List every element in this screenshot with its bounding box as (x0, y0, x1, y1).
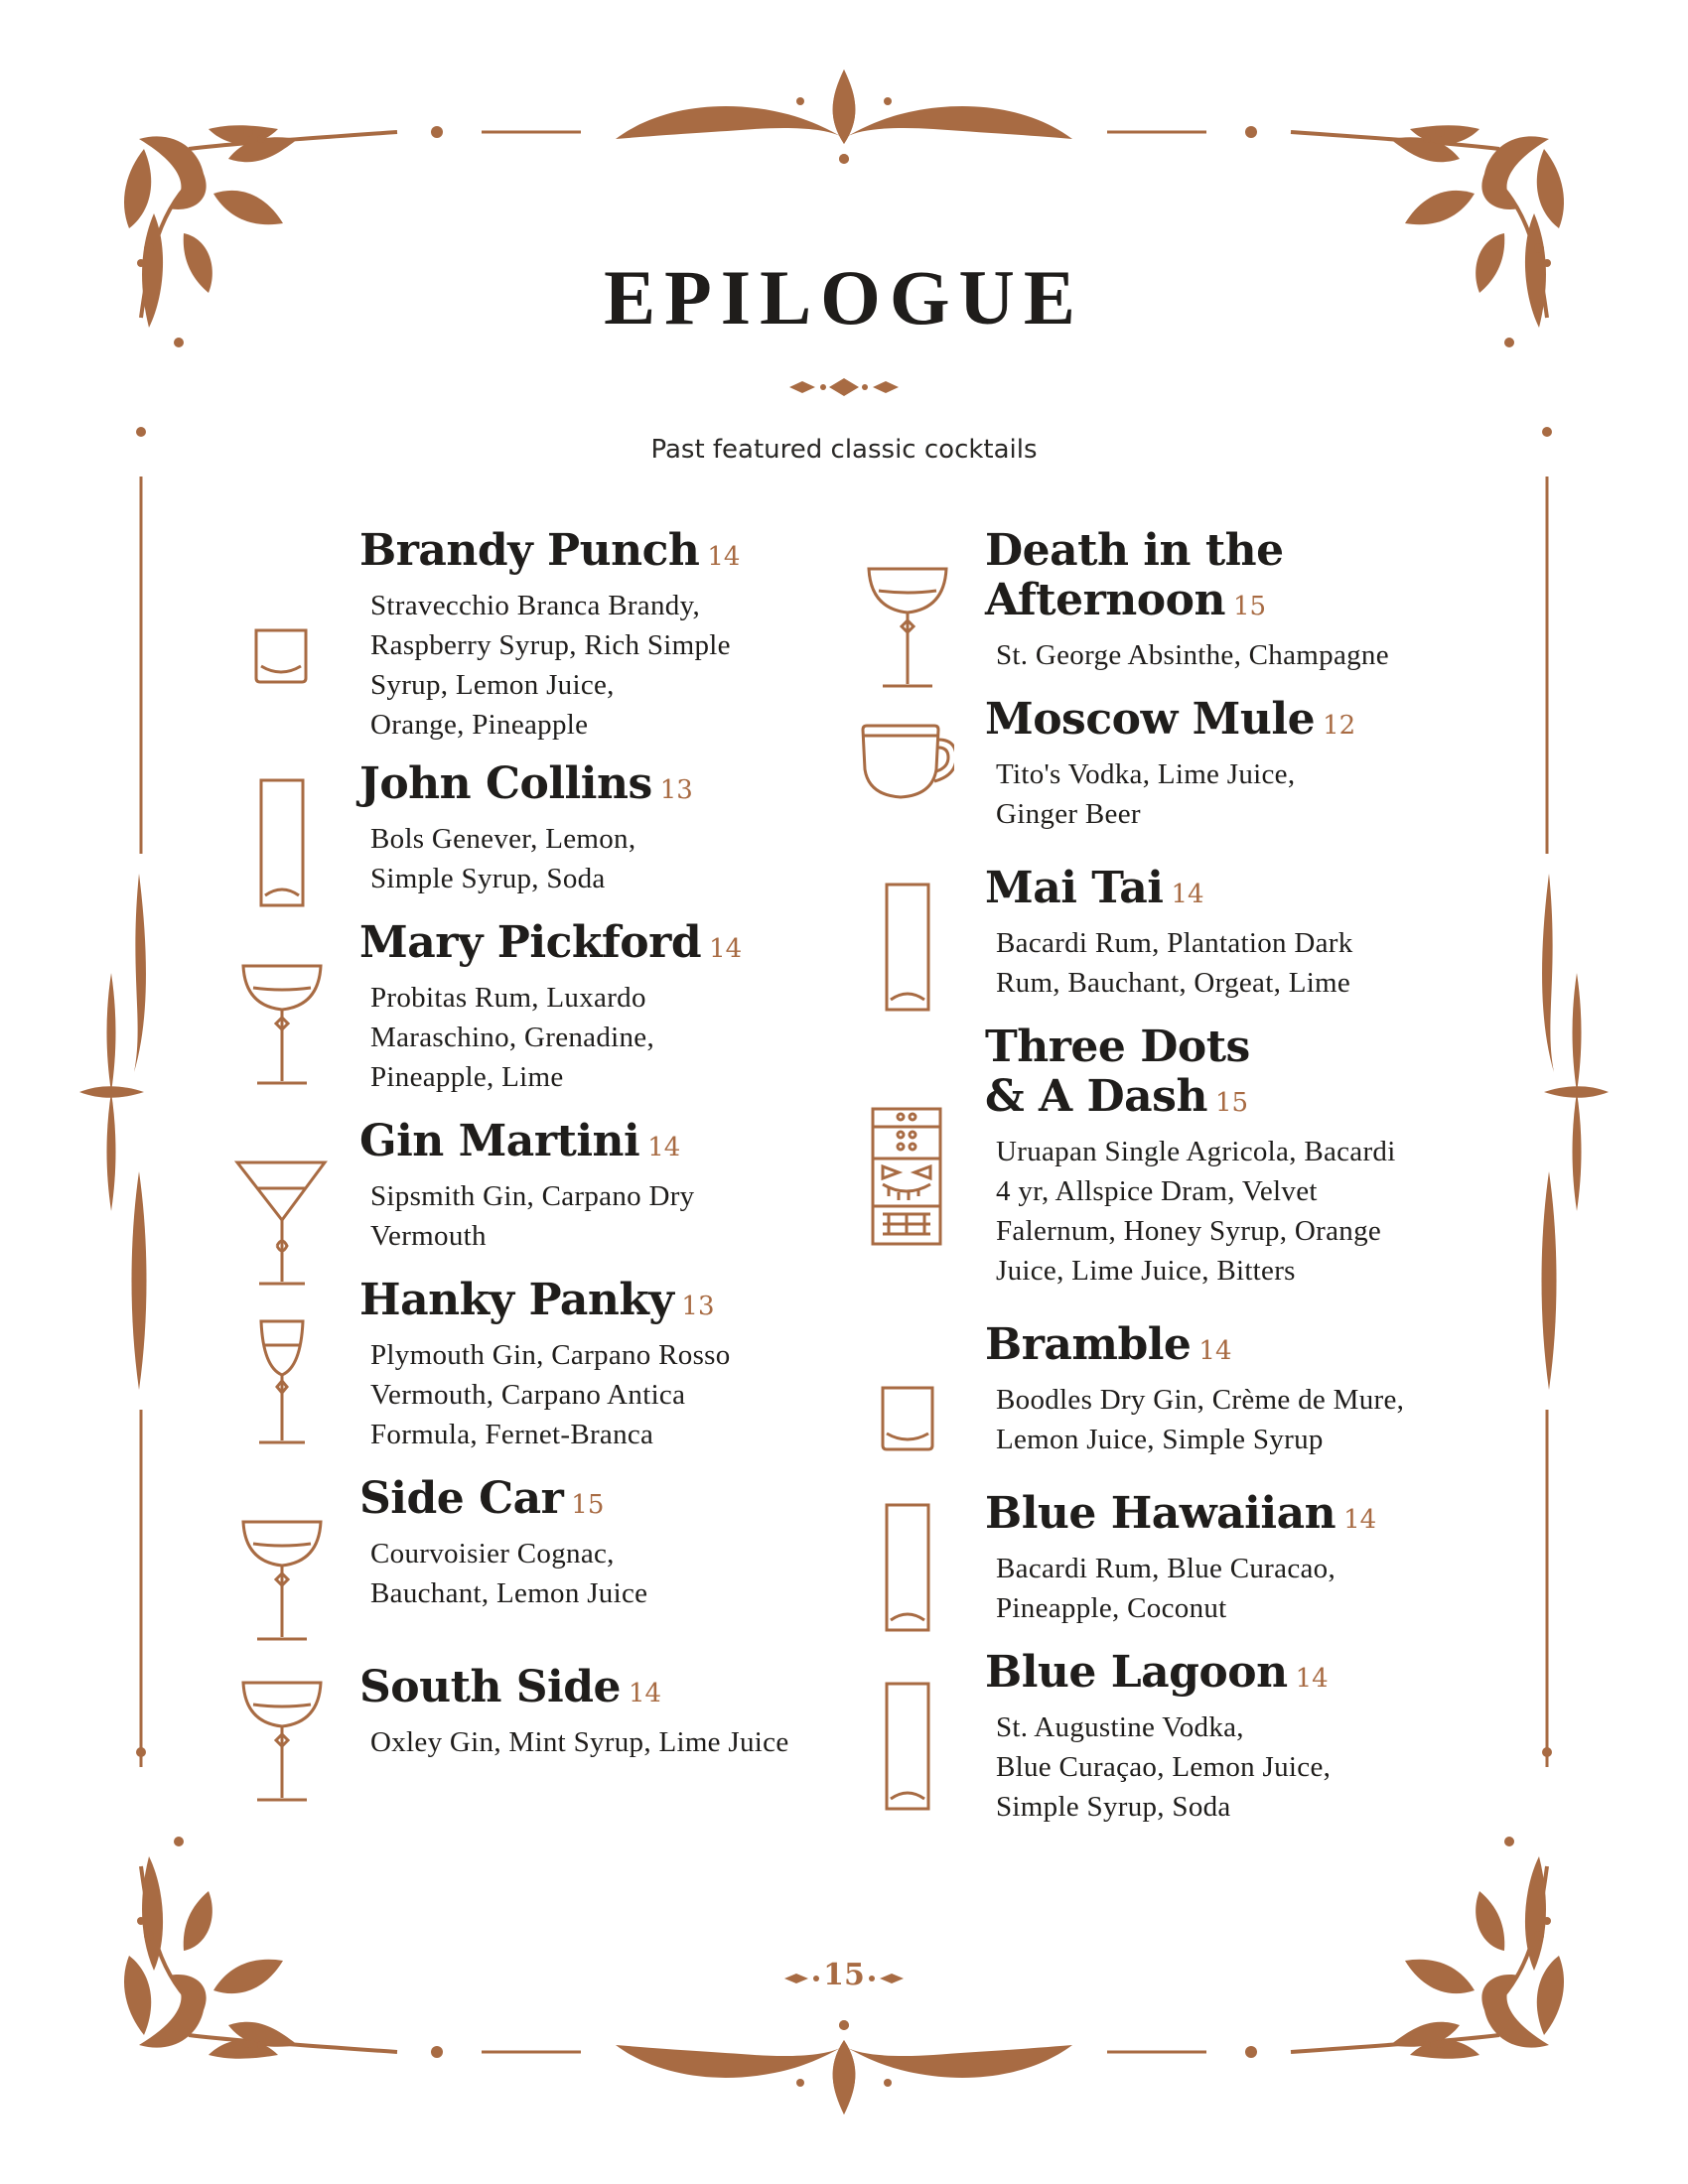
cocktail-ingredients: Courvoisier Cognac, Bauchant, Lemon Juice (370, 1538, 648, 1609)
nick-nora-glass-icon (233, 1315, 329, 1454)
cocktail-name: Blue Hawaiian 14 (985, 1488, 1377, 1539)
cocktail-ingredients: Stravecchio Branca Brandy, Raspberry Syrup, Rich Simple Syrup, Lemon Juice, Orange, Pineapple (370, 590, 731, 741)
cocktail-name: Death in the Afternoon 15 (985, 525, 1284, 625)
cocktail-name: Hanky Panky 13 (359, 1275, 715, 1325)
cocktail-ingredients: Bols Genever, Lemon, Simple Syrup, Soda (370, 823, 636, 894)
cocktail-ingredients: Oxley Gin, Mint Syrup, Lime Juice (370, 1726, 789, 1758)
cocktail-name: Three Dots & A Dash 15 (985, 1022, 1250, 1122)
rocks-glass-icon (859, 1360, 954, 1499)
page-subtitle: Past featured classic cocktails (650, 435, 1038, 465)
cocktail-ingredients: Boodles Dry Gin, Crème de Mure, Lemon Juice, Simple Syrup (996, 1384, 1405, 1455)
page-number: 15 (823, 1958, 865, 1992)
coupe-glass-icon (233, 958, 329, 1097)
cocktail-ingredients: St. George Absinthe, Champagne (996, 639, 1389, 671)
cocktail-ingredients: Bacardi Rum, Plantation Dark Rum, Bauchant, Orgeat, Lime (996, 927, 1353, 999)
coupe-glass-icon (233, 1514, 329, 1653)
cocktail-ingredients: St. Augustine Vodka, Blue Curaçao, Lemon Juice, Simple Syrup, Soda (996, 1711, 1332, 1823)
cocktail-name: Mary Pickford 14 (359, 917, 743, 968)
copper-mug-icon (859, 710, 954, 849)
cocktail-ingredients: Probitas Rum, Luxardo Maraschino, Grenadine, Pineapple, Lime (370, 982, 655, 1093)
cocktail-name: Mai Tai 14 (985, 863, 1204, 913)
cocktail-ingredients: Tito's Vodka, Lime Juice, Ginger Beer (996, 758, 1296, 830)
collins-glass-icon (859, 879, 954, 1018)
cocktail-name: Moscow Mule 12 (985, 694, 1356, 745)
cocktail-ingredients: Sipsmith Gin, Carpano Dry Vermouth (370, 1180, 695, 1252)
rocks-glass-icon (233, 591, 329, 730)
cocktail-name: John Collins 13 (359, 758, 693, 809)
collins-glass-icon (859, 1678, 954, 1817)
cocktail-name: Gin Martini 14 (359, 1116, 681, 1166)
tiki-mug-icon (859, 1107, 954, 1246)
martini-glass-icon (233, 1157, 329, 1296)
cocktail-name: Side Car 15 (359, 1473, 605, 1524)
cocktail-ingredients: Plymouth Gin, Carpano Rosso Vermouth, Carpano Antica Formula, Fernet-Branca (370, 1339, 731, 1450)
cocktail-ingredients: Bacardi Rum, Blue Curacao, Pineapple, Coconut (996, 1553, 1336, 1624)
collins-glass-icon (859, 1499, 954, 1638)
coupe-glass-icon (233, 1675, 329, 1814)
page-title: EPILOGUE (604, 254, 1084, 341)
collins-glass-icon (233, 774, 329, 913)
cocktail-ingredients: Uruapan Single Agricola, Bacardi 4 yr, Allspice Dram, Velvet Falernum, Honey Syrup, Orange Juice, Lime Juice, Bitters (996, 1136, 1396, 1287)
coupe-glass-icon (859, 561, 954, 700)
cocktail-name: Brandy Punch 14 (359, 525, 741, 576)
cocktail-name: Blue Lagoon 14 (985, 1647, 1329, 1698)
cocktail-name: South Side 14 (359, 1662, 662, 1712)
cocktail-name: Bramble 14 (985, 1319, 1232, 1370)
diamond-divider-icon (789, 378, 899, 396)
